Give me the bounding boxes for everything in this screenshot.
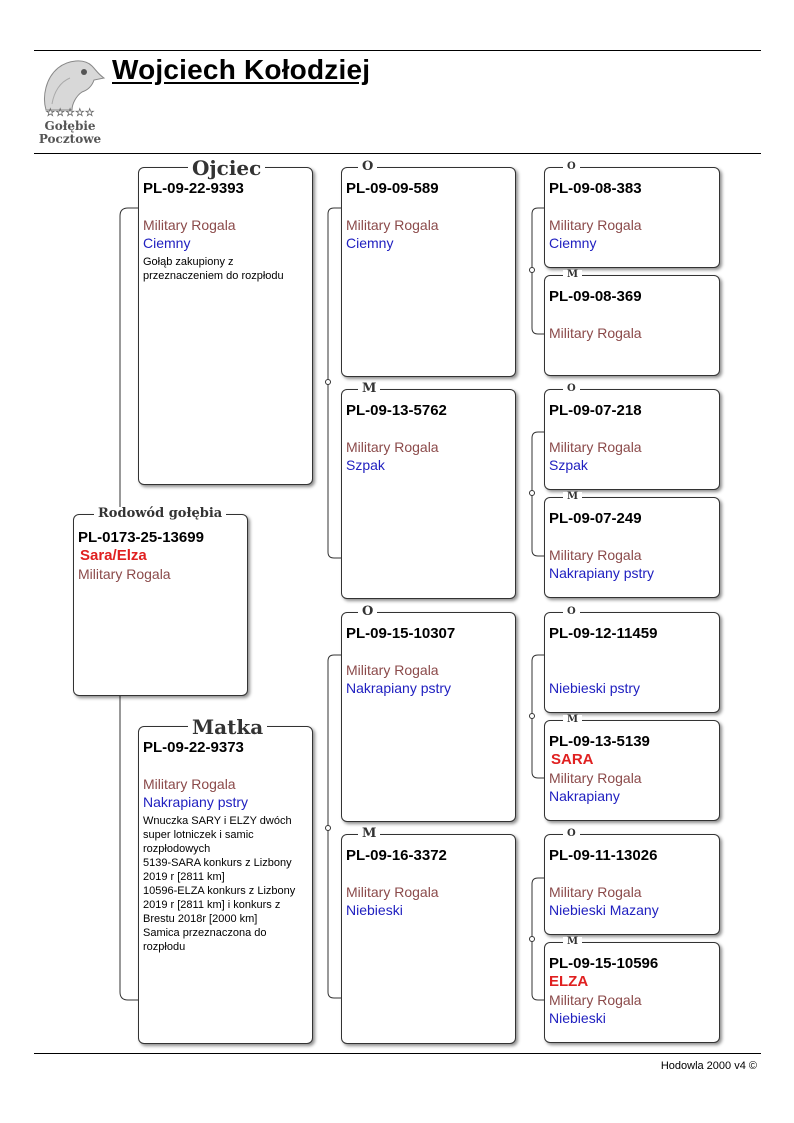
pigeon-card-subject[interactable] <box>73 514 248 696</box>
label-mother-short: M <box>563 715 582 725</box>
pigeon-card-mmf[interactable] <box>544 834 720 935</box>
pigeon-name <box>346 643 511 661</box>
label-father-short: O <box>563 607 580 617</box>
pigeon-name: SARA <box>551 751 594 768</box>
pigeon-name <box>549 198 715 216</box>
ring-number: PL-09-09-589 <box>346 180 439 197</box>
pigeon-name <box>549 643 715 661</box>
label-father-short: O <box>563 384 580 394</box>
breed <box>549 661 715 679</box>
pigeon-name <box>143 757 308 775</box>
label-father-short: O <box>358 160 377 173</box>
color: Niebieski Mazany <box>549 902 659 918</box>
color: Ciemny <box>346 235 394 251</box>
ring-number: PL-09-13-5762 <box>346 402 447 419</box>
label-father-short: O <box>358 605 377 618</box>
color: Szpak <box>549 457 588 473</box>
pigeon-card-father[interactable] <box>138 167 313 485</box>
breed: Military Rogala <box>346 884 439 900</box>
note: Gołąb zakupiony z przeznaczeniem do rozpłodu <box>143 256 284 282</box>
pigeon-name <box>549 865 715 883</box>
ring-number: PL-09-07-249 <box>549 510 642 527</box>
pigeon-name <box>143 198 308 216</box>
label-mother-short: M <box>563 270 582 280</box>
ring-number: PL-09-22-9373 <box>143 739 244 756</box>
breed: Military Rogala <box>549 325 642 341</box>
color: Nakrapiany pstry <box>346 680 452 696</box>
breed: Military Rogala <box>549 770 642 786</box>
color: Nakrapiany pstry <box>549 565 655 581</box>
color: Niebieski pstry <box>549 680 641 696</box>
ring-number: PL-09-15-10307 <box>346 625 456 642</box>
ring-number: PL-09-08-369 <box>549 288 642 305</box>
color: Szpak <box>346 457 385 473</box>
breed: Military Rogala <box>549 547 642 563</box>
pigeon-name <box>549 306 715 324</box>
label-pedigree: Rodowód gołębia <box>94 507 226 520</box>
label-father-short: O <box>563 829 580 839</box>
pigeon-name: ELZA <box>549 973 589 990</box>
ring-number: PL-09-08-383 <box>549 180 642 197</box>
label-mother: Matka <box>188 717 267 737</box>
pigeon-name <box>549 528 715 546</box>
pigeon-card-ffm[interactable] <box>544 275 720 376</box>
color: Niebieski <box>549 1010 606 1026</box>
pigeon-card-father-father[interactable] <box>341 167 516 377</box>
breed: Military Rogala <box>143 217 236 233</box>
breed: Military Rogala <box>78 566 171 582</box>
breeder-name: Wojciech Kołodziej <box>112 54 371 85</box>
pigeon-card-mother-father[interactable] <box>341 612 516 822</box>
pigeon-name <box>346 198 511 216</box>
pigeon-card-father-mother[interactable] <box>341 389 516 599</box>
pigeon-card-mmm[interactable] <box>544 942 720 1043</box>
pigeon-name: Sara/Elza <box>80 547 147 564</box>
ring-number: PL-09-22-9393 <box>143 180 244 197</box>
footer-rule <box>34 1053 761 1054</box>
pigeon-card-fff[interactable] <box>544 167 720 268</box>
color: Niebieski <box>346 902 403 918</box>
pigeon-card-mother[interactable] <box>138 726 313 1044</box>
color: Nakrapiany <box>549 788 620 804</box>
pigeon-name <box>346 865 511 883</box>
breed: Military Rogala <box>346 662 439 678</box>
ring-number: PL-09-15-10596 <box>549 955 659 972</box>
breed: Military Rogala <box>143 776 236 792</box>
label-mother-short: M <box>358 382 380 395</box>
breed: Military Rogala <box>346 439 439 455</box>
ring-number: PL-0173-25-13699 <box>78 529 204 546</box>
color: Nakrapiany pstry <box>143 794 249 810</box>
logo-stars: ☆☆☆☆☆ <box>45 106 95 119</box>
pigeon-card-mff[interactable] <box>544 612 720 713</box>
note: Wnuczka SARY i ELZY dwóch super lotniczek i samic rozpłodowych 5139-SARA konkurs z Lizbony 2019 r [2811 km] 10596-ELZA konkurs z Lizbony 2019 r [2811 km] i konkurs z Brestu 2018r [2000 km] Samica przeznaczona do rozpłodu <box>143 815 296 953</box>
label-mother-short: M <box>563 492 582 502</box>
pigeon-card-fmf[interactable] <box>544 389 720 490</box>
color: Ciemny <box>143 235 191 251</box>
ring-number: PL-09-11-13026 <box>549 847 658 864</box>
logo-text-line2: Pocztowe <box>38 132 102 146</box>
ring-number: PL-09-12-11459 <box>549 625 658 642</box>
pigeon-name <box>346 420 511 438</box>
label-mother-short: M <box>358 827 380 840</box>
breed: Military Rogala <box>549 439 642 455</box>
pigeon-card-mfm[interactable] <box>544 720 720 821</box>
color: Ciemny <box>549 235 597 251</box>
ring-number: PL-09-16-3372 <box>346 847 447 864</box>
pigeon-name <box>549 420 715 438</box>
pigeon-card-mother-mother[interactable] <box>341 834 516 1044</box>
pigeon-card-fmm[interactable] <box>544 497 720 598</box>
ring-number: PL-09-13-5139 <box>549 733 650 750</box>
label-mother-short: M <box>563 937 582 947</box>
ring-number: PL-09-07-218 <box>549 402 642 419</box>
breed: Military Rogala <box>549 217 642 233</box>
label-father: Ojciec <box>188 158 265 178</box>
footer-credit: Hodowla 2000 v4 © <box>660 1060 757 1072</box>
breed: Military Rogala <box>549 992 642 1008</box>
label-father-short: O <box>563 162 580 172</box>
logo-text-line1: Gołębie <box>44 119 96 133</box>
breed: Military Rogala <box>346 217 439 233</box>
breed: Military Rogala <box>549 884 642 900</box>
